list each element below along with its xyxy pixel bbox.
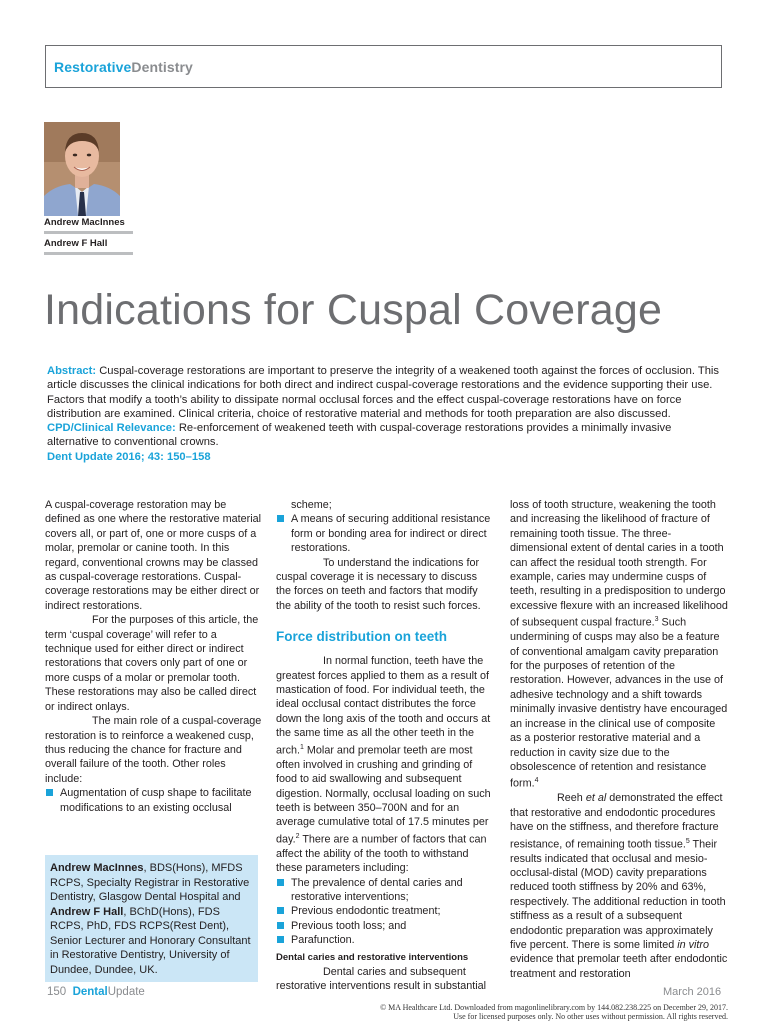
italic-text: et al	[585, 792, 607, 805]
text-span: evidence that premolar teeth after endodontic treatment and restoration	[510, 953, 728, 980]
text-span: In normal function, teeth have the greatest forces applied to them as a result of mastication of food. For individual teeth, the ideal occlusal contact distributes the force down the long axis of the tooth and occurs at the same time as all the other teeth in the arch.	[276, 655, 491, 757]
section-header	[45, 45, 722, 88]
body-column-2	[276, 498, 494, 993]
text-span: Their results indicated that occlusal and mesio-occlusal-distal (MOD) cavity preparations reduced tooth stiffness by 20% and 63%, respectively. The additional reduction in tooth stiffness as a result of a subsequent endodontic preparation was approximately five percent. There is some limited	[510, 838, 726, 951]
body-paragraph: Dental caries and subsequent restorative interventions result in substantial	[276, 965, 487, 992]
footnote-ref: 3	[654, 616, 659, 624]
author-rule-2	[44, 252, 133, 255]
bullet-continuation: scheme;	[291, 499, 332, 511]
list-item	[276, 933, 494, 947]
abstract-label: Abstract:	[47, 365, 97, 377]
footnote-ref: 2	[295, 832, 300, 840]
bullet-square-icon	[277, 936, 284, 943]
subsection-heading: Dental caries and restorative interventions	[276, 951, 469, 963]
list-item	[276, 919, 494, 933]
bullet-text: A means of securing additional resistance form or bonding area for indirect or direct restorations.	[291, 513, 491, 555]
section-heading: Force distribution on teeth	[276, 629, 447, 645]
bullet-square-icon	[277, 879, 284, 886]
body-paragraph: The main role of a cuspal-coverage restoration is to reinforce a weakened cusp, thus reducing the chance for fracture and overall failure of the tooth. Other roles include:	[45, 715, 262, 785]
cpd-label: CPD/Clinical Relevance:	[47, 422, 176, 435]
abstract-paragraph	[47, 364, 725, 421]
footnote-ref: 4	[534, 777, 539, 785]
bullet-text: Previous tooth loss; and	[291, 919, 407, 932]
text-span: loss of tooth structure, weakening the tooth and increasing the likelihood of fracture of remaining tooth tissue. The three-dimensional extent of dental caries in a tooth can affect the residual tooth strength. For example, caries may undermine cusps of teeth, resulting in a predisposition to undergo excessive flexure with an increased likelihood of subsequent cuspal fracture.	[510, 499, 728, 629]
citation: Dent Update 2016; 43: 150–158	[47, 450, 211, 463]
issue-date: March 2016	[663, 986, 722, 998]
body-paragraph: A cuspal-coverage restoration may be defined as one where the restorative material covers all, or part of, one or more cusps of a molar, premolar or canine tooth. In this regard, conventional crowns may be classed as cuspal-coverage restorations. Cuspal-coverage restorations may be either direct or indirect restorations.	[45, 499, 262, 612]
body-paragraph: For the purposes of this article, the term ‘cuspal coverage’ will refer to a technique used for either direct or indirect restorations that covers only part of one or more cusps of a molar or premolar tooth. These restorations may also be called direct or indirect onlays.	[45, 614, 259, 713]
author-rule-1	[44, 231, 133, 234]
italic-text: in vitro	[677, 938, 710, 951]
author-name-1: Andrew MacInnes	[44, 217, 125, 228]
article-title: Indications for Cuspal Coverage	[44, 286, 663, 334]
footnote-ref: 1	[300, 743, 304, 751]
section-label-secondary: Dentistry	[131, 59, 193, 75]
bullet-text: Previous endodontic treatment;	[291, 905, 441, 918]
text-span: Molar and premolar teeth are most often involved in crushing and grinding of food to aid swallowing and subsequent digestion. Normally, occlusal loading on such teeth is between 350–700N and for an average cumulative total of 17.5 minutes per day.	[276, 744, 491, 846]
section-label	[54, 59, 193, 75]
bullet-text: The prevalence of dental caries and restorative interventions;	[291, 876, 463, 903]
body-paragraph	[510, 791, 728, 981]
bio-name-1: Andrew MacInnes	[50, 862, 144, 874]
body-paragraph	[276, 654, 494, 875]
section-label-primary: Restorative	[54, 59, 132, 75]
bullet-text: Augmentation of cusp shape to facilitate modifications to an existing occlusal	[60, 787, 252, 814]
page-number: 150	[47, 986, 67, 998]
author-bio-box	[45, 855, 258, 982]
copyright-line-2: Use for licensed purposes only. No other uses without permission. All rights reserved.	[453, 1012, 728, 1021]
bullet-item	[45, 786, 263, 815]
body-column-1	[45, 498, 263, 815]
text-span: Reeh	[557, 792, 586, 805]
bullet-item	[276, 512, 494, 555]
footnote-ref: 5	[685, 837, 690, 845]
author-name-2: Andrew F Hall	[44, 238, 108, 249]
cpd-text: Re-enforcement of weakened teeth with cuspal-coverage restorations provides a minimally invasive alternative to conventional crowns.	[47, 422, 672, 449]
list-item	[276, 876, 494, 905]
page-footer-left	[47, 986, 145, 998]
bullet-square-icon	[277, 515, 284, 522]
text-span: There are a number of factors that can affect the ability of the tooth to withstand these parameters including:	[276, 833, 487, 875]
bullet-square-icon	[277, 922, 284, 929]
body-column-3	[510, 498, 728, 981]
cpd-paragraph	[47, 421, 725, 450]
journal-name-primary: Dental	[72, 986, 108, 998]
abstract-text: Cuspal-coverage restorations are important to preserve the integrity of a weakened tooth against the forces of occlusion. This article discusses the clinical indications for both direct and indirect cuspal-coverage restorations and the evidence supporting their use. Factors that modify a tooth’s ability to dissipate normal occlusal forces and the effect cuspal-coverage restorations have on force distribution are examined. Clinical criteria, choice of restorative material and methods for tooth preparation are also discussed.	[47, 365, 720, 420]
body-paragraph: To understand the indications for cuspal coverage it is necessary to discuss the forces on teeth and factors that modify the ability of the tooth to resist such forces.	[276, 556, 481, 612]
body-paragraph	[510, 498, 728, 791]
bullet-square-icon	[46, 789, 53, 796]
bullet-text: Parafunction.	[291, 934, 355, 947]
bio-text-1: , BDS(Hons), MFDS RCPS, Specialty Registrar in Restorative Dentistry, Glasgow Dental Hospital and	[50, 862, 250, 903]
abstract	[47, 364, 725, 464]
copyright-line-1: © MA Healthcare Ltd. Downloaded from magonlinelibrary.com by 144.082.238.225 on December 29, 2017.	[380, 1003, 728, 1012]
text-span: Such undermining of cusps may also be a feature of conventional amalgam cavity preparation for the purposes of retention of the restoration. However, advances in the use of adhesive technology and a shift towards minimally invasive dentistry have encouraged an increase in the clinical use of composite as a posterior restorative material and a reduction in cavity size due to the obsolescence of retention and resistance form.	[510, 616, 728, 790]
bio-name-2: Andrew F Hall	[50, 905, 124, 918]
copyright-notice	[300, 1003, 728, 1021]
author-photo	[44, 122, 120, 216]
bullet-square-icon	[277, 907, 284, 914]
text-span: demonstrated the effect that restorative and endodontic procedures have on the stiffness, and therefore fracture resistance, of remaining tooth tissue.	[510, 792, 723, 851]
journal-name-secondary: Update	[107, 986, 145, 998]
bio-text-2: , BChD(Hons), FDS RCPS, PhD, FDS RCPS(Rest Dent), Senior Lecturer and Honorary Consultant in Restorative Dentistry, University of Dundee, Dundee, UK.	[50, 905, 251, 976]
list-item	[276, 904, 494, 918]
